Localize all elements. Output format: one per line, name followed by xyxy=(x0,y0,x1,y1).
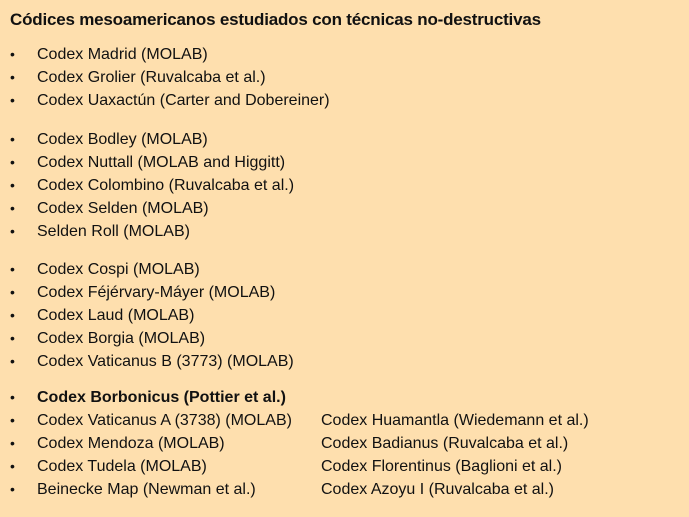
list-item-text-right: Codex Badianus (Ruvalcaba et al.) xyxy=(321,435,569,452)
codex-group-4 xyxy=(0,386,689,501)
list-item xyxy=(0,350,689,373)
list-item xyxy=(0,409,689,432)
list-item-text: Codex Vaticanus B (3773) (MOLAB) xyxy=(37,353,294,370)
list-item-text: Codex Laud (MOLAB) xyxy=(37,307,195,324)
list-item xyxy=(0,220,689,243)
list-item-text: Codex Féjérvary-Máyer (MOLAB) xyxy=(37,284,276,301)
list-item-text-right: Codex Azoyu I (Ruvalcaba et al.) xyxy=(321,481,555,498)
list-item-text-right: Codex Florentinus (Baglioni et al.) xyxy=(321,458,563,475)
bullet-icon: • xyxy=(10,261,15,277)
bullet-icon: • xyxy=(10,330,15,346)
list-item-text: Beinecke Map (Newman et al.) xyxy=(37,481,256,498)
list-item xyxy=(0,386,689,409)
list-item xyxy=(0,151,689,174)
list-item-heading: Codex Borbonicus (Pottier et al.) xyxy=(37,389,286,406)
list-item-text: Codex Selden (MOLAB) xyxy=(37,200,209,217)
list-item xyxy=(0,281,689,304)
list-item-text: Codex Nuttall (MOLAB and Higgitt) xyxy=(37,154,286,171)
list-item xyxy=(0,174,689,197)
bullet-icon: • xyxy=(10,435,15,451)
list-item xyxy=(0,327,689,350)
bullet-icon: • xyxy=(10,481,15,497)
codex-group-2 xyxy=(0,128,689,243)
list-item xyxy=(0,43,689,66)
list-item-text: Selden Roll (MOLAB) xyxy=(37,223,190,240)
bullet-icon: • xyxy=(10,131,15,147)
list-item-text: Codex Tudela (MOLAB) xyxy=(37,458,207,475)
list-item-text: Codex Cospi (MOLAB) xyxy=(37,261,200,278)
bullet-icon: • xyxy=(10,200,15,216)
codex-group-3 xyxy=(0,258,689,373)
list-item xyxy=(0,432,689,455)
bullet-icon: • xyxy=(10,223,15,239)
bullet-icon: • xyxy=(10,46,15,62)
bullet-icon: • xyxy=(10,154,15,170)
list-item xyxy=(0,478,689,501)
list-item-text: Codex Vaticanus A (3738) (MOLAB) xyxy=(37,412,292,429)
bullet-icon: • xyxy=(10,69,15,85)
codex-group-1 xyxy=(0,43,689,112)
slide-title: Códices mesoamericanos estudiados con técnicas no-destructivas xyxy=(10,10,541,29)
list-item-text: Codex Grolier (Ruvalcaba et al.) xyxy=(37,69,266,86)
list-item xyxy=(0,197,689,220)
list-item-text: Codex Mendoza (MOLAB) xyxy=(37,435,225,452)
bullet-icon: • xyxy=(10,389,15,405)
list-item xyxy=(0,455,689,478)
bullet-icon: • xyxy=(10,284,15,300)
list-item-text: Codex Uaxactún (Carter and Dobereiner) xyxy=(37,92,330,109)
list-item xyxy=(0,89,689,112)
list-item-text: Codex Colombino (Ruvalcaba et al.) xyxy=(37,177,295,194)
bullet-icon: • xyxy=(10,177,15,193)
bullet-icon: • xyxy=(10,307,15,323)
list-item xyxy=(0,304,689,327)
bullet-icon: • xyxy=(10,92,15,108)
bullet-icon: • xyxy=(10,458,15,474)
list-item-text: Codex Bodley (MOLAB) xyxy=(37,131,208,148)
list-item-text-right: Codex Huamantla (Wiedemann et al.) xyxy=(321,412,589,429)
bullet-icon: • xyxy=(10,412,15,428)
list-item-text: Codex Madrid (MOLAB) xyxy=(37,46,208,63)
list-item xyxy=(0,66,689,89)
list-item xyxy=(0,258,689,281)
bullet-icon: • xyxy=(10,353,15,369)
list-item-text: Codex Borgia (MOLAB) xyxy=(37,330,206,347)
list-item xyxy=(0,128,689,151)
